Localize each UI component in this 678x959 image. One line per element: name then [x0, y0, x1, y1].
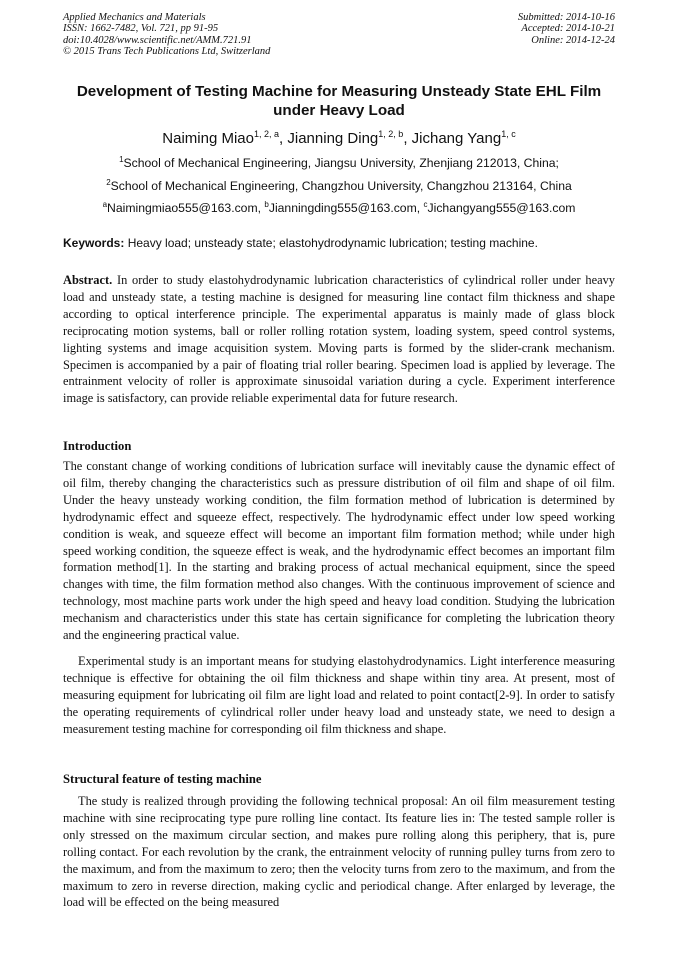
journal-name: Applied Mechanics and Materials — [63, 12, 206, 23]
author-affiliation-marker: 1, c — [501, 129, 516, 139]
keywords — [63, 236, 615, 251]
author-affiliation-marker: 1, 2, a — [254, 129, 280, 139]
abstract-text: In order to study elastohydrodynamic lubrication characteristics of cylindrical roller under heavy load and unsteady state, a testing machine is designed for measuring line contact film thickness and shape according to optical interference principle. The experimental apparatus is mainly made of glass block reciprocating motion systems, ball or roller rolling rotation system, loading system, speed control systems, lighting systems and image acquisition system. Moving parts is formed by the slider-crank mechanism. Specimen is accompanied by a pair of floating trial roller bearing. Specimen load is applied by leverage. The entrainment velocity of roller is approximate sinusoidal variation during a cycle. Experiment interference image is satisfactory, can provide reliable experimental data for future research. — [63, 273, 615, 406]
online-date: Online: 2014-12-24 — [531, 34, 615, 46]
email-line — [40, 201, 638, 216]
journal-info — [63, 12, 270, 58]
accepted-date: Accepted: 2014-10-21 — [521, 23, 615, 35]
doi-line: doi:10.4028/www.scientific.net/AMM.721.91 — [63, 34, 252, 46]
author-email: Jianningding555@163.com, — [268, 201, 424, 215]
abstract — [63, 272, 615, 407]
affiliation-marker: 1 — [119, 155, 124, 164]
issn-line: ISSN: 1662-7482, Vol. 721, pp 91-95 — [63, 23, 219, 35]
section-heading-structural-feature: Structural feature of testing machine — [63, 772, 262, 786]
affiliation-1 — [40, 156, 638, 171]
title-line: Development of Testing Machine for Measuring Unsteady State EHL Film — [76, 83, 602, 100]
email-marker: b — [264, 200, 269, 209]
email-marker: a — [102, 200, 108, 209]
keywords-label: Keywords: — [63, 236, 125, 250]
section-heading-introduction: Introduction — [63, 439, 132, 453]
author-name: Jianning Ding — [287, 130, 379, 147]
copyright-line: © 2015 Trans Tech Publications Ltd, Switzerland — [63, 46, 271, 58]
author-name: Jichang Yang — [411, 130, 502, 147]
structural-paragraph-1: The study is realized through providing the following technical proposal: An oil film measurement testing machine with sine reciprocating type pure rolling line contact. Its feature lies in: The tested sample roller is only stressed on the maximum circular section, and makes pure rolling along this periphery, that is, pure rolling contact. For each revolution by the crank, the entrainment velocity of running pulley turns from zero to the maximum, and from the maximum to zero; then the velocity turns from zero to the maximum, and from the maximum to zero in reverse direction, making cyclic and periodical change. After enlarged by leverage, the load will be effected on the being measured — [63, 794, 615, 910]
email-marker: c — [423, 200, 428, 209]
affiliation-text: School of Mechanical Engineering, Changzhou University, Changzhou 213164, China — [110, 179, 572, 193]
affiliation-marker: 2 — [106, 178, 111, 187]
author-name: Naiming Miao — [162, 130, 254, 147]
author-email: Naimingmiao555@163.com, — [107, 201, 265, 215]
affiliation-2 — [40, 179, 638, 194]
author-separator: , — [403, 130, 412, 147]
introduction-paragraph-1: The constant change of working conditions of lubrication surface will inevitably cause the dynamic effect of oil film, thereby changing the characteristics such as pressure distribution of oil film and shape of oil film. Under the heavy unsteady working condition, the film formation method of lubrication is determined by hydrodynamic effect and squeeze effect, respectively. The hydrodynamic effect under low speed working condition is weak, and squeeze effect will become an important film formation method; while under high speed working condition, the squeeze effect is weak, and the hydrodynamic effect becomes an important film formation method[1]. In the starting and braking process of actual mechanical equipment, since the speed changes with time, the film formation method also changes. With the continuous improvement of science and technology, most machine parts work under the high speed and heavy load condition. Studying the lubrication mechanism and characteristics under this state has certain significance for completing the lubrication theory and the engineering practical value. — [63, 459, 615, 643]
abstract-label: Abstract. — [63, 273, 113, 287]
keywords-text: Heavy load; unsteady state; elastohydrodynamic lubrication; testing machine. — [124, 236, 538, 250]
submitted-date: Submitted: 2014-10-16 — [517, 12, 615, 23]
affiliation-text: School of Mechanical Engineering, Jiangsu University, Zhenjiang 212013, China; — [123, 156, 559, 170]
author-affiliation-marker: 1, 2, b — [378, 129, 404, 139]
author-separator: , — [279, 130, 288, 147]
submission-dates — [518, 12, 615, 46]
author-list — [40, 130, 638, 148]
introduction-paragraph-2: Experimental study is an important means for studying elastohydrodynamics. Light interference measuring technique is effective for obtaining the oil film thickness and shape within tiny area. At present, most of measuring equipment for lubricating oil film are light load and related to point contact[2-9]. In order to satisfy the operating requirements of cylindrical roller under heavy load and unsteady state, we need to design a measurement testing machine for corresponding oil film thickness and shape. — [63, 654, 615, 736]
title-line: under Heavy Load — [273, 102, 405, 119]
paper-title — [50, 82, 628, 120]
author-email: Jichangyang555@163.com — [427, 201, 576, 215]
